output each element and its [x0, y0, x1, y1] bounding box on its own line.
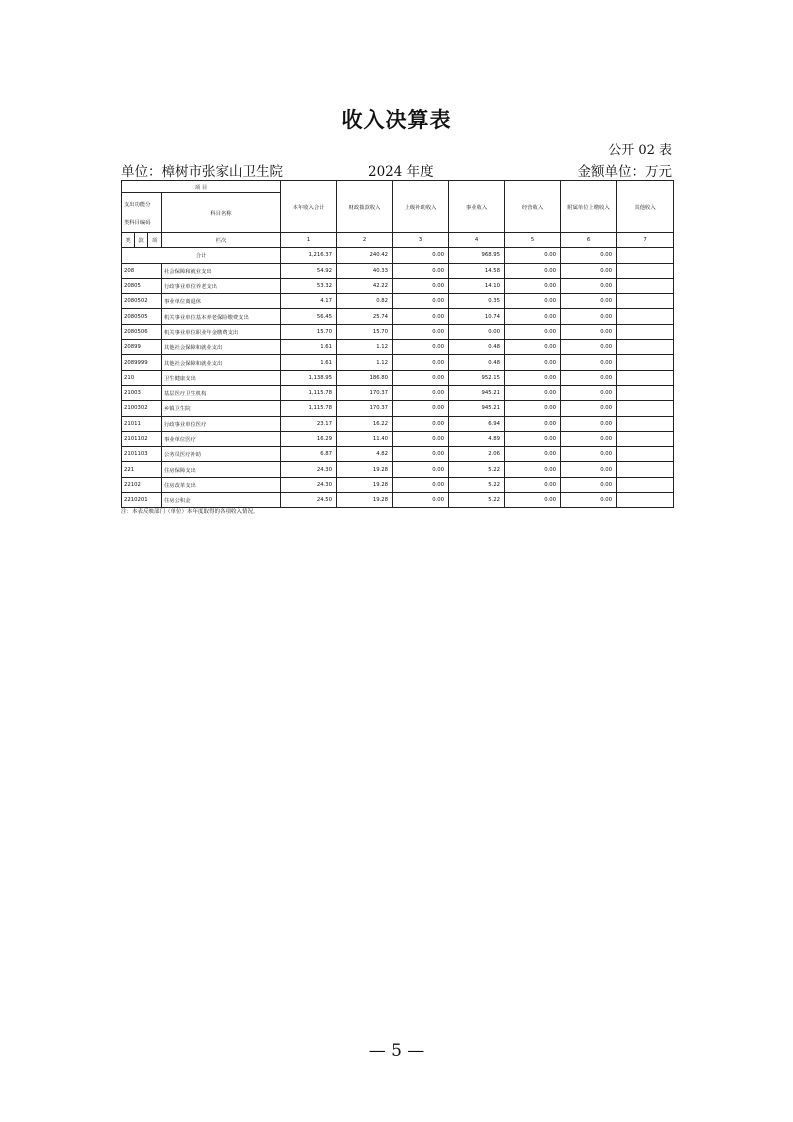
cell-value: 19.28: [337, 462, 393, 477]
table-row: [122, 462, 674, 477]
cell-value: 0.00: [561, 324, 617, 339]
cell-value: 0.00: [561, 355, 617, 370]
subject-code: 20899: [122, 340, 162, 355]
cell-value: 0.48: [449, 340, 505, 355]
cell-value: 19.28: [337, 493, 393, 508]
total-value: 240.42: [337, 248, 393, 263]
cell-value: 0.00: [561, 477, 617, 492]
subject-code: 22102: [122, 477, 162, 492]
table-row: [122, 309, 674, 324]
cell-value: 53.32: [281, 278, 337, 293]
subject-name: 事业单位离退休: [162, 294, 281, 309]
cell-value: 0.00: [505, 309, 561, 324]
subject-code: 21003: [122, 385, 162, 400]
table-row: [122, 294, 674, 309]
subject-code: 221: [122, 462, 162, 477]
cell-value: 1,115.78: [281, 401, 337, 416]
cell-value: 0.00: [449, 324, 505, 339]
total-value: 0.00: [561, 248, 617, 263]
header-line-label: 栏次: [162, 233, 281, 248]
subject-name: 住房保障支出: [162, 462, 281, 477]
table-row: [122, 263, 674, 278]
cell-value: 23.17: [281, 416, 337, 431]
cell-value: 0.00: [505, 355, 561, 370]
cell-value: 0.00: [505, 431, 561, 446]
table-row: [122, 431, 674, 446]
subject-code: 21011: [122, 416, 162, 431]
total-value: 0.00: [393, 248, 449, 263]
cell-value: 56.45: [281, 309, 337, 324]
cell-value: 10.74: [449, 309, 505, 324]
cell-value: 1.61: [281, 340, 337, 355]
col-number: 7: [617, 233, 674, 248]
cell-value: 170.37: [337, 385, 393, 400]
cell-value: [617, 431, 674, 446]
subject-code: 2210201: [122, 493, 162, 508]
cell-value: 1.61: [281, 355, 337, 370]
cell-value: [617, 493, 674, 508]
cell-value: 2.06: [449, 447, 505, 462]
col-header-2: 财政拨款收入: [337, 181, 393, 233]
cell-value: 0.00: [393, 447, 449, 462]
unit-label: 单位：樟树市张家山卫生院: [121, 164, 283, 180]
cell-value: 0.00: [561, 493, 617, 508]
cell-value: 0.00: [393, 431, 449, 446]
subject-code: 210: [122, 370, 162, 385]
cell-value: [617, 477, 674, 492]
cell-value: 186.80: [337, 370, 393, 385]
cell-value: 25.74: [337, 309, 393, 324]
cell-value: 0.00: [505, 385, 561, 400]
cell-value: [617, 385, 674, 400]
cell-value: 0.00: [393, 370, 449, 385]
cell-value: 0.00: [561, 416, 617, 431]
header-func-class-line2: 类科目编码: [124, 220, 151, 226]
table-row: [122, 370, 674, 385]
cell-value: [617, 324, 674, 339]
subject-code: 20805: [122, 278, 162, 293]
cell-value: 0.00: [561, 447, 617, 462]
cell-value: 16.22: [337, 416, 393, 431]
cell-value: 0.00: [393, 324, 449, 339]
cell-value: 0.00: [505, 493, 561, 508]
cell-value: [617, 462, 674, 477]
cell-value: 0.00: [393, 340, 449, 355]
subject-code: 2080502: [122, 294, 162, 309]
cell-value: 4.89: [449, 431, 505, 446]
table-row: [122, 355, 674, 370]
header-xiang: 项: [148, 233, 162, 248]
col-number: 6: [561, 233, 617, 248]
cell-value: 14.10: [449, 278, 505, 293]
cell-value: 0.00: [393, 309, 449, 324]
cell-value: 945.21: [449, 385, 505, 400]
table-row: [122, 340, 674, 355]
total-label: 合计: [122, 248, 281, 263]
cell-value: 0.48: [449, 355, 505, 370]
subject-name: 其他社会保障和就业支出: [162, 355, 281, 370]
col-number: 3: [393, 233, 449, 248]
table-row: [122, 401, 674, 416]
cell-value: 0.00: [505, 263, 561, 278]
cell-value: 0.00: [561, 385, 617, 400]
cell-value: 6.94: [449, 416, 505, 431]
col-number: 5: [505, 233, 561, 248]
cell-value: [617, 447, 674, 462]
cell-value: 0.00: [561, 263, 617, 278]
subject-name: 行政事业单位养老支出: [162, 278, 281, 293]
header-row-1: [122, 181, 674, 193]
subject-name: 卫生健康支出: [162, 370, 281, 385]
header-subject-name: 科目名称: [162, 193, 281, 233]
cell-value: 0.00: [561, 370, 617, 385]
cell-value: [617, 370, 674, 385]
subject-name: 其他社会保障和就业支出: [162, 340, 281, 355]
total-value: 968.95: [449, 248, 505, 263]
total-row: [122, 248, 674, 263]
cell-value: 0.00: [393, 477, 449, 492]
subject-code: 208: [122, 263, 162, 278]
subject-name: 机关事业单位基本养老保险缴费支出: [162, 309, 281, 324]
cell-value: 24.30: [281, 462, 337, 477]
table-note: 注：本表反映部门（单位）本年度取得的各项收入情况。: [121, 509, 259, 515]
cell-value: 40.33: [337, 263, 393, 278]
cell-value: 0.00: [393, 416, 449, 431]
total-value: 0.00: [505, 248, 561, 263]
cell-value: 0.00: [505, 447, 561, 462]
cell-value: 19.28: [337, 477, 393, 492]
total-value: 1,216.37: [281, 248, 337, 263]
year-label: 2024 年度: [368, 164, 434, 180]
subject-code: 2101103: [122, 447, 162, 462]
cell-value: 1,115.78: [281, 385, 337, 400]
header-lei: 类: [122, 233, 135, 248]
cell-value: 0.00: [393, 493, 449, 508]
form-number: 公开 02 表: [608, 143, 672, 158]
col-header-7: 其他收入: [617, 181, 674, 233]
cell-value: 0.35: [449, 294, 505, 309]
col-header-3: 上级补助收入: [393, 181, 449, 233]
cell-value: 1.12: [337, 340, 393, 355]
cell-value: 24.30: [281, 477, 337, 492]
cell-value: 15.70: [281, 324, 337, 339]
subject-code: 2080505: [122, 309, 162, 324]
header-func-class: [122, 193, 162, 233]
cell-value: 0.00: [505, 401, 561, 416]
col-header-4: 事业收入: [449, 181, 505, 233]
cell-value: 42.22: [337, 278, 393, 293]
table-row: [122, 447, 674, 462]
cell-value: 0.00: [393, 355, 449, 370]
cell-value: 0.00: [561, 340, 617, 355]
table-row: [122, 324, 674, 339]
total-value: [617, 248, 674, 263]
cell-value: 6.87: [281, 447, 337, 462]
cell-value: [617, 416, 674, 431]
subject-code: 2101102: [122, 431, 162, 446]
line-number-row: [122, 233, 674, 248]
subject-name: 乡镇卫生院: [162, 401, 281, 416]
col-number: 2: [337, 233, 393, 248]
subject-name: 基层医疗卫生机构: [162, 385, 281, 400]
header-func-class-line1: 支出功能分: [124, 202, 151, 208]
cell-value: 4.82: [337, 447, 393, 462]
cell-value: 0.00: [505, 370, 561, 385]
header-item: 项 目: [122, 181, 281, 193]
cell-value: 0.00: [561, 294, 617, 309]
subject-name: 社会保障和就业支出: [162, 263, 281, 278]
cell-value: 0.00: [505, 278, 561, 293]
cell-value: [617, 278, 674, 293]
cell-value: [617, 355, 674, 370]
income-table: [121, 180, 674, 508]
table-row: [122, 477, 674, 492]
cell-value: 0.00: [393, 278, 449, 293]
cell-value: [617, 401, 674, 416]
cell-value: 0.00: [505, 340, 561, 355]
subject-name: 住房改革支出: [162, 477, 281, 492]
subject-code: 2080506: [122, 324, 162, 339]
page-number: — 5 —: [368, 1041, 425, 1061]
page-title: 收入决算表: [341, 107, 452, 132]
cell-value: 0.00: [393, 462, 449, 477]
cell-value: 0.00: [393, 294, 449, 309]
amount-unit-label: 金额单位：万元: [577, 164, 672, 180]
cell-value: 24.50: [281, 493, 337, 508]
cell-value: 952.15: [449, 370, 505, 385]
cell-value: 14.58: [449, 263, 505, 278]
cell-value: 0.00: [561, 309, 617, 324]
cell-value: 0.00: [561, 278, 617, 293]
table-row: [122, 278, 674, 293]
cell-value: [617, 309, 674, 324]
cell-value: 0.00: [561, 401, 617, 416]
table-row: [122, 416, 674, 431]
header-kuan: 款: [135, 233, 148, 248]
cell-value: 0.00: [561, 431, 617, 446]
col-number: 4: [449, 233, 505, 248]
cell-value: 0.00: [393, 401, 449, 416]
cell-value: 0.00: [505, 324, 561, 339]
col-header-5: 经营收入: [505, 181, 561, 233]
subject-name: 事业单位医疗: [162, 431, 281, 446]
cell-value: 0.00: [393, 385, 449, 400]
cell-value: 4.17: [281, 294, 337, 309]
col-header-6: 附属单位上缴收入: [561, 181, 617, 233]
cell-value: 1,138.95: [281, 370, 337, 385]
subject-name: 行政事业单位医疗: [162, 416, 281, 431]
cell-value: [617, 263, 674, 278]
cell-value: 1.12: [337, 355, 393, 370]
cell-value: 0.00: [505, 416, 561, 431]
cell-value: 0.00: [505, 294, 561, 309]
cell-value: 16.29: [281, 431, 337, 446]
cell-value: 15.70: [337, 324, 393, 339]
col-header-1: 本年收入合计: [281, 181, 337, 233]
subject-code: 2100302: [122, 401, 162, 416]
unit-line: [121, 160, 672, 180]
cell-value: 0.00: [505, 477, 561, 492]
subject-name: 公务员医疗补助: [162, 447, 281, 462]
cell-value: 0.00: [561, 462, 617, 477]
cell-value: 5.22: [449, 462, 505, 477]
cell-value: 945.21: [449, 401, 505, 416]
subject-code: 2089999: [122, 355, 162, 370]
cell-value: 11.40: [337, 431, 393, 446]
cell-value: 5.22: [449, 477, 505, 492]
table-row: [122, 385, 674, 400]
cell-value: 0.00: [505, 462, 561, 477]
cell-value: 170.37: [337, 401, 393, 416]
cell-value: 54.92: [281, 263, 337, 278]
cell-value: [617, 294, 674, 309]
cell-value: 0.00: [393, 263, 449, 278]
cell-value: 0.82: [337, 294, 393, 309]
cell-value: 5.22: [449, 493, 505, 508]
subject-name: 机关事业单位职业年金缴费支出: [162, 324, 281, 339]
table-row: [122, 493, 674, 508]
subject-name: 住房公积金: [162, 493, 281, 508]
col-number: 1: [281, 233, 337, 248]
cell-value: [617, 340, 674, 355]
